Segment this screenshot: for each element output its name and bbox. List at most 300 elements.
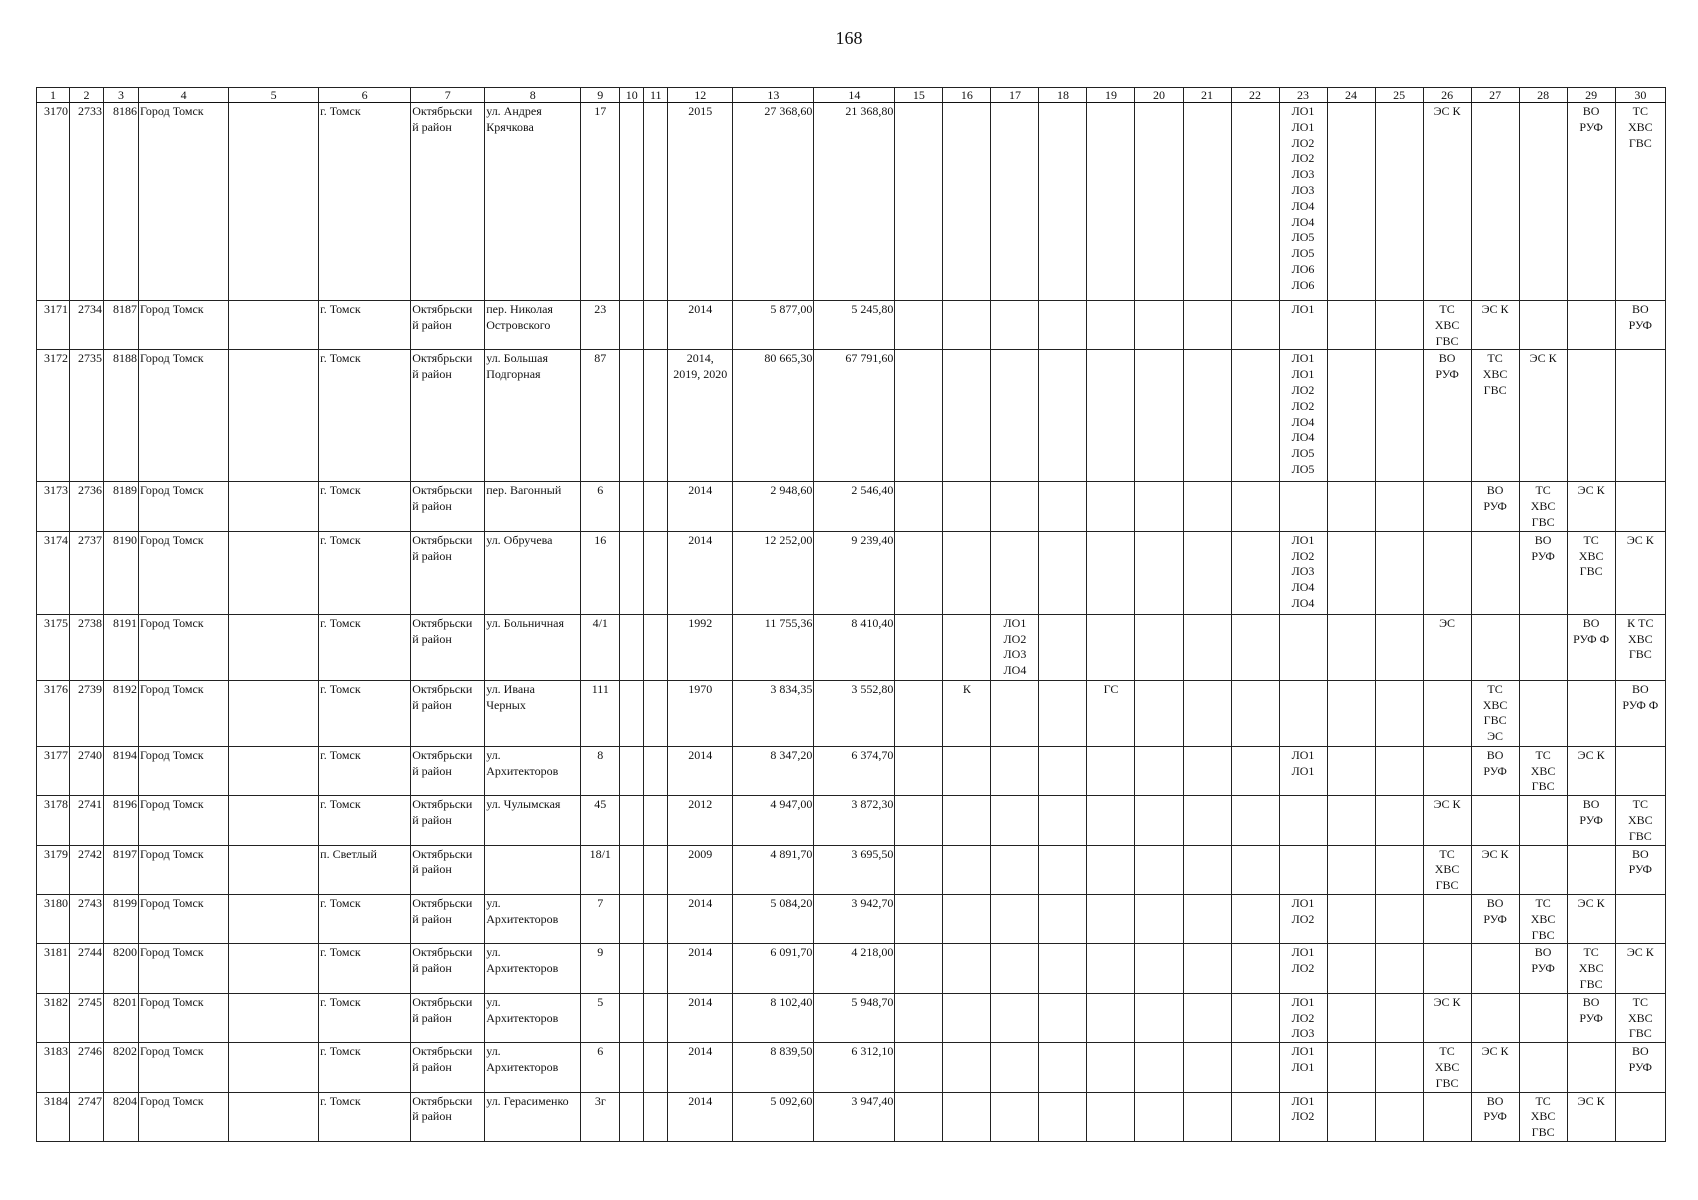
cell-text: Город Томск (140, 615, 204, 630)
table-cell-col-3 (104, 1043, 139, 1092)
table-cell-col-11 (644, 103, 668, 301)
column-header-6: 6 (319, 88, 411, 103)
table-cell-col-24 (1327, 796, 1375, 845)
table-cell-col-13 (733, 993, 814, 1042)
table-cell-col-27 (1471, 1043, 1519, 1092)
cell-text: ЛО1 (1291, 302, 1315, 316)
cell-text: 5 948,70 (851, 994, 894, 1009)
table-cell-col-7 (411, 301, 485, 350)
cell-text: 3182 (44, 994, 69, 1009)
table-cell-col-24 (1327, 1092, 1375, 1141)
table-cell-col-1 (37, 894, 70, 943)
cell-text: 111 (591, 681, 609, 696)
table-cell-col-3 (104, 531, 139, 614)
table-cell-col-5 (229, 944, 319, 993)
cell-text: 21 368,80 (845, 104, 894, 118)
table-cell-col-15 (895, 680, 943, 746)
table-cell-col-17 (991, 614, 1039, 680)
table-cell-col-17 (991, 944, 1039, 993)
table-cell-col-1 (37, 301, 70, 350)
table-cell-col-6 (319, 796, 411, 845)
column-header-2: 2 (70, 88, 104, 103)
cell-text: ул. Герасименко (486, 1093, 569, 1108)
cell-text: г. Томск (320, 681, 361, 696)
table-cell-col-21 (1183, 1043, 1231, 1092)
table-cell-col-4 (139, 531, 229, 614)
table-cell-col-13 (733, 614, 814, 680)
column-header-22: 22 (1231, 88, 1279, 103)
table-cell-col-9 (581, 845, 620, 894)
cell-text: ВО РУФ (1483, 747, 1507, 778)
column-header-24: 24 (1327, 88, 1375, 103)
table-cell-col-18 (1039, 746, 1087, 795)
table-cell-col-30 (1615, 301, 1665, 350)
cell-text: Город Томск (140, 1093, 204, 1108)
table-cell-col-29 (1567, 746, 1615, 795)
cell-text: 8201 (113, 994, 138, 1009)
column-header-4: 4 (139, 88, 229, 103)
table-cell-col-19 (1087, 103, 1135, 301)
table-cell-col-23 (1279, 614, 1327, 680)
table-cell-col-16 (943, 746, 991, 795)
cell-text: 4/1 (592, 615, 608, 630)
table-cell-col-29 (1567, 894, 1615, 943)
table-cell-col-16 (943, 1043, 991, 1092)
table-cell-col-12 (668, 993, 733, 1042)
cell-text: ЭС К (1626, 532, 1654, 547)
cell-text: 3 942,70 (851, 895, 894, 910)
table-cell-col-13 (733, 1043, 814, 1092)
cell-text: Город Томск (140, 302, 204, 316)
cell-text: 3180 (44, 895, 69, 910)
table-cell-col-6 (319, 614, 411, 680)
cell-text: г. Томск (320, 532, 361, 547)
table-cell-col-26 (1423, 614, 1471, 680)
cell-text: ТС ХВС ГВС (1530, 895, 1556, 942)
table-cell-col-8 (485, 350, 581, 482)
table-cell-col-28 (1519, 301, 1567, 350)
table-cell-col-19 (1087, 1092, 1135, 1141)
table-row (37, 1043, 1666, 1092)
table-cell-col-15 (895, 531, 943, 614)
table-cell-col-12 (668, 1092, 733, 1141)
cell-text: Октябрьски й район (412, 302, 473, 332)
table-cell-col-12 (668, 894, 733, 943)
table-cell-col-27 (1471, 350, 1519, 482)
column-header-17: 17 (991, 88, 1039, 103)
column-header-10: 10 (620, 88, 644, 103)
table-cell-col-2 (70, 103, 104, 301)
table-cell-col-23 (1279, 796, 1327, 845)
cell-text: ТС ХВС ГВС (1434, 302, 1460, 348)
table-cell-col-27 (1471, 531, 1519, 614)
table-cell-col-14 (814, 301, 895, 350)
table-cell-col-16 (943, 103, 991, 301)
table-cell-col-5 (229, 103, 319, 301)
table-cell-col-3 (104, 993, 139, 1042)
table-cell-col-5 (229, 350, 319, 482)
table-cell-col-10 (620, 746, 644, 795)
cell-text: 6 (597, 483, 604, 498)
table-cell-col-14 (814, 993, 895, 1042)
table-cell-col-20 (1135, 944, 1183, 993)
cell-text: 17 (594, 104, 607, 118)
table-cell-col-10 (620, 301, 644, 350)
cell-text: 3173 (44, 483, 69, 498)
table-cell-col-28 (1519, 1092, 1567, 1141)
cell-text: 8197 (113, 846, 138, 861)
cell-text: 2735 (78, 351, 103, 366)
cell-text: ул. Архитекторов (486, 895, 559, 926)
cell-text: ЭС К (1577, 747, 1605, 762)
table-cell-col-9 (581, 894, 620, 943)
table-cell-col-30 (1615, 350, 1665, 482)
table-cell-col-26 (1423, 993, 1471, 1042)
table-cell-col-21 (1183, 894, 1231, 943)
table-cell-col-24 (1327, 944, 1375, 993)
table-cell-col-6 (319, 531, 411, 614)
cell-text: ЛО1 ЛО1 ЛО2 ЛО2 ЛО3 ЛО3 ЛО4 ЛО4 ЛО5 ЛО5 ЛО6 ЛО6 (1291, 104, 1315, 292)
table-cell-col-8 (485, 746, 581, 795)
cell-text: Город Томск (140, 797, 204, 812)
table-cell-col-22 (1231, 746, 1279, 795)
table-cell-col-18 (1039, 680, 1087, 746)
table-cell-col-19 (1087, 482, 1135, 531)
table-cell-col-24 (1327, 845, 1375, 894)
table-cell-col-28 (1519, 746, 1567, 795)
table-cell-col-28 (1519, 531, 1567, 614)
cell-text: 7 (597, 895, 604, 910)
cell-text: г. Томск (320, 1093, 361, 1108)
cell-text: ВО РУФ (1628, 1044, 1653, 1074)
table-cell-col-27 (1471, 680, 1519, 746)
table-cell-col-25 (1375, 103, 1423, 301)
table-cell-col-9 (581, 1092, 620, 1141)
cell-text: Город Томск (140, 104, 204, 118)
cell-text: Город Томск (140, 351, 204, 366)
table-cell-col-3 (104, 845, 139, 894)
table-cell-col-29 (1567, 350, 1615, 482)
table-cell-col-18 (1039, 103, 1087, 301)
cell-text: Город Томск (140, 1044, 204, 1059)
cell-text: 3181 (44, 945, 69, 960)
table-cell-col-20 (1135, 1043, 1183, 1092)
table-cell-col-21 (1183, 614, 1231, 680)
table-cell-col-26 (1423, 350, 1471, 482)
cell-text: 3176 (44, 681, 69, 696)
table-row (37, 845, 1666, 894)
cell-text: ЭС К (1433, 994, 1461, 1009)
table-cell-col-8 (485, 894, 581, 943)
table-cell-col-2 (70, 1092, 104, 1141)
table-row (37, 103, 1666, 301)
cell-text: 8192 (113, 681, 138, 696)
table-cell-col-12 (668, 1043, 733, 1092)
cell-text: 27 368,60 (764, 104, 813, 118)
column-header-12: 12 (668, 88, 733, 103)
column-header-9: 9 (581, 88, 620, 103)
table-cell-col-30 (1615, 614, 1665, 680)
cell-text: 2014 (688, 532, 713, 547)
table-cell-col-8 (485, 1043, 581, 1092)
table-cell-col-30 (1615, 845, 1665, 894)
table-cell-col-15 (895, 614, 943, 680)
cell-text: 4 218,00 (851, 945, 894, 960)
cell-text: Город Томск (140, 994, 204, 1009)
table-cell-col-12 (668, 680, 733, 746)
cell-text: Город Томск (140, 483, 204, 498)
table-cell-col-19 (1087, 301, 1135, 350)
table-cell-col-25 (1375, 993, 1423, 1042)
cell-text: ЭС (1439, 615, 1456, 630)
cell-text: 8190 (113, 532, 138, 547)
table-cell-col-21 (1183, 350, 1231, 482)
table-cell-col-11 (644, 993, 668, 1042)
table-cell-col-25 (1375, 350, 1423, 482)
table-cell-col-27 (1471, 993, 1519, 1042)
cell-text: ЭС К (1577, 895, 1605, 910)
table-cell-col-28 (1519, 944, 1567, 993)
column-header-26: 26 (1423, 88, 1471, 103)
table-cell-col-27 (1471, 894, 1519, 943)
cell-text: 5 084,20 (770, 895, 813, 910)
cell-text: 23 (594, 302, 607, 316)
table-cell-col-23 (1279, 894, 1327, 943)
table-cell-col-24 (1327, 103, 1375, 301)
table-cell-col-13 (733, 301, 814, 350)
table-cell-col-24 (1327, 301, 1375, 350)
cell-text: п. Светлый (320, 846, 377, 861)
table-cell-col-21 (1183, 531, 1231, 614)
table-cell-col-2 (70, 746, 104, 795)
table-cell-col-5 (229, 894, 319, 943)
table-cell-col-27 (1471, 482, 1519, 531)
cell-text: 8 (597, 747, 604, 762)
table-cell-col-4 (139, 103, 229, 301)
cell-text: 67 791,60 (845, 351, 894, 366)
cell-text: ЛО1 ЛО2 ЛО3 ЛО4 ЛО4 (1291, 532, 1315, 610)
table-cell-col-19 (1087, 1043, 1135, 1092)
column-header-13: 13 (733, 88, 814, 103)
table-cell-col-6 (319, 103, 411, 301)
table-cell-col-13 (733, 845, 814, 894)
cell-text: ул. Архитекторов (486, 945, 559, 976)
table-cell-col-21 (1183, 103, 1231, 301)
cell-text: ГС (1103, 681, 1119, 696)
table-cell-col-8 (485, 796, 581, 845)
table-cell-col-22 (1231, 103, 1279, 301)
table-cell-col-7 (411, 845, 485, 894)
cell-text: 8 102,40 (770, 994, 813, 1009)
table-cell-col-1 (37, 1092, 70, 1141)
cell-text: 2014 (688, 302, 713, 316)
table-cell-col-17 (991, 301, 1039, 350)
table-cell-col-6 (319, 350, 411, 482)
cell-text: г. Томск (320, 302, 361, 316)
cell-text: К (962, 681, 971, 696)
table-cell-col-4 (139, 1043, 229, 1092)
table-cell-col-11 (644, 1043, 668, 1092)
table-cell-col-26 (1423, 1043, 1471, 1092)
table-cell-col-14 (814, 746, 895, 795)
table-cell-col-8 (485, 1092, 581, 1141)
cell-text: ул. Обручева (486, 532, 553, 547)
cell-text: 8199 (113, 895, 138, 910)
cell-text: ВО РУФ (1483, 1093, 1507, 1124)
table-cell-col-18 (1039, 796, 1087, 845)
cell-text: ул. Больничная (486, 615, 565, 630)
table-cell-col-9 (581, 531, 620, 614)
table-cell-col-9 (581, 944, 620, 993)
table-cell-col-24 (1327, 350, 1375, 482)
table-cell-col-18 (1039, 1043, 1087, 1092)
table-cell-col-8 (485, 944, 581, 993)
table-cell-col-3 (104, 103, 139, 301)
table-cell-col-12 (668, 614, 733, 680)
table-cell-col-20 (1135, 482, 1183, 531)
cell-text: ЭС К (1433, 104, 1461, 118)
table-cell-col-27 (1471, 301, 1519, 350)
table-cell-col-28 (1519, 1043, 1567, 1092)
table-cell-col-3 (104, 944, 139, 993)
table-cell-col-14 (814, 680, 895, 746)
cell-text: 3178 (44, 797, 69, 812)
cell-text: 3г (594, 1093, 606, 1108)
table-cell-col-18 (1039, 531, 1087, 614)
table-cell-col-10 (620, 1092, 644, 1141)
cell-text: Город Томск (140, 945, 204, 960)
cell-text: г. Томск (320, 895, 361, 910)
cell-text: 16 (594, 532, 607, 547)
cell-text: 87 (594, 351, 607, 366)
table-cell-col-26 (1423, 301, 1471, 350)
table-row (37, 746, 1666, 795)
table-cell-col-16 (943, 1092, 991, 1141)
cell-text: г. Томск (320, 747, 361, 762)
table-cell-col-22 (1231, 680, 1279, 746)
table-cell-col-7 (411, 1092, 485, 1141)
table-cell-col-27 (1471, 796, 1519, 845)
table-cell-col-20 (1135, 614, 1183, 680)
table-cell-col-19 (1087, 531, 1135, 614)
table-cell-col-28 (1519, 796, 1567, 845)
cell-text: ул. Архитекторов (486, 747, 559, 778)
cell-text: 2743 (78, 895, 103, 910)
table-cell-col-21 (1183, 796, 1231, 845)
cell-text: ВО РУФ Ф (1573, 615, 1610, 646)
table-cell-col-26 (1423, 531, 1471, 614)
cell-text: ЛО1 ЛО2 (1291, 945, 1315, 976)
cell-text: 6 312,10 (851, 1044, 894, 1059)
cell-text: 4 947,00 (770, 797, 813, 812)
cell-text: 2738 (78, 615, 103, 630)
table-cell-col-25 (1375, 531, 1423, 614)
table-cell-col-1 (37, 482, 70, 531)
table-cell-col-30 (1615, 680, 1665, 746)
table-cell-col-13 (733, 746, 814, 795)
cell-text: 2014 (688, 945, 713, 960)
table-cell-col-10 (620, 944, 644, 993)
cell-text: Город Томск (140, 747, 204, 762)
cell-text: Город Томск (140, 532, 204, 547)
cell-text: 2741 (78, 797, 103, 812)
table-cell-col-2 (70, 993, 104, 1042)
cell-text: ТС ХВС ГВС (1578, 532, 1604, 579)
table-cell-col-5 (229, 796, 319, 845)
table-cell-col-11 (644, 944, 668, 993)
table-cell-col-23 (1279, 944, 1327, 993)
table-cell-col-10 (620, 1043, 644, 1092)
table-cell-col-29 (1567, 993, 1615, 1042)
table-cell-col-5 (229, 845, 319, 894)
cell-text: 2747 (78, 1093, 103, 1108)
table-cell-col-13 (733, 944, 814, 993)
cell-text: г. Томск (320, 994, 361, 1009)
table-cell-col-29 (1567, 531, 1615, 614)
table-cell-col-26 (1423, 103, 1471, 301)
cell-text: ТС ХВС ГВС (1482, 351, 1508, 397)
cell-text: 12 252,00 (764, 532, 813, 547)
table-cell-col-3 (104, 350, 139, 482)
table-cell-col-14 (814, 103, 895, 301)
cell-text: 3 552,80 (851, 681, 894, 696)
table-cell-col-27 (1471, 944, 1519, 993)
cell-text: 3 695,50 (851, 846, 894, 861)
table-cell-col-19 (1087, 796, 1135, 845)
cell-text: 3172 (44, 351, 69, 366)
cell-text: 2014 (688, 747, 713, 762)
table-cell-col-10 (620, 103, 644, 301)
table-cell-col-14 (814, 482, 895, 531)
cell-text: ВО РУФ (1579, 994, 1603, 1025)
table-cell-col-22 (1231, 301, 1279, 350)
table-row (37, 614, 1666, 680)
table-cell-col-17 (991, 746, 1039, 795)
table-cell-col-26 (1423, 894, 1471, 943)
cell-text: г. Томск (320, 945, 361, 960)
table-cell-col-2 (70, 1043, 104, 1092)
table-cell-col-19 (1087, 894, 1135, 943)
table-cell-col-1 (37, 103, 70, 301)
table-cell-col-21 (1183, 845, 1231, 894)
table-cell-col-14 (814, 614, 895, 680)
cell-text: 2739 (78, 681, 103, 696)
table-cell-col-3 (104, 894, 139, 943)
cell-text: 3179 (44, 846, 69, 861)
table-cell-col-25 (1375, 894, 1423, 943)
table-cell-col-30 (1615, 531, 1665, 614)
table-cell-col-15 (895, 1092, 943, 1141)
table-cell-col-18 (1039, 350, 1087, 482)
table-cell-col-13 (733, 350, 814, 482)
table-cell-col-5 (229, 301, 319, 350)
table-cell-col-29 (1567, 680, 1615, 746)
table-cell-col-23 (1279, 680, 1327, 746)
table-cell-col-6 (319, 894, 411, 943)
column-header-8: 8 (485, 88, 581, 103)
table-cell-col-26 (1423, 845, 1471, 894)
table-cell-col-14 (814, 1043, 895, 1092)
table-cell-col-17 (991, 845, 1039, 894)
table-cell-col-18 (1039, 614, 1087, 680)
cell-text: ВО РУФ (1579, 797, 1603, 827)
table-cell-col-9 (581, 103, 620, 301)
column-header-16: 16 (943, 88, 991, 103)
table-cell-col-3 (104, 796, 139, 845)
table-cell-col-27 (1471, 746, 1519, 795)
table-cell-col-21 (1183, 680, 1231, 746)
cell-text: 3 872,30 (851, 797, 894, 812)
